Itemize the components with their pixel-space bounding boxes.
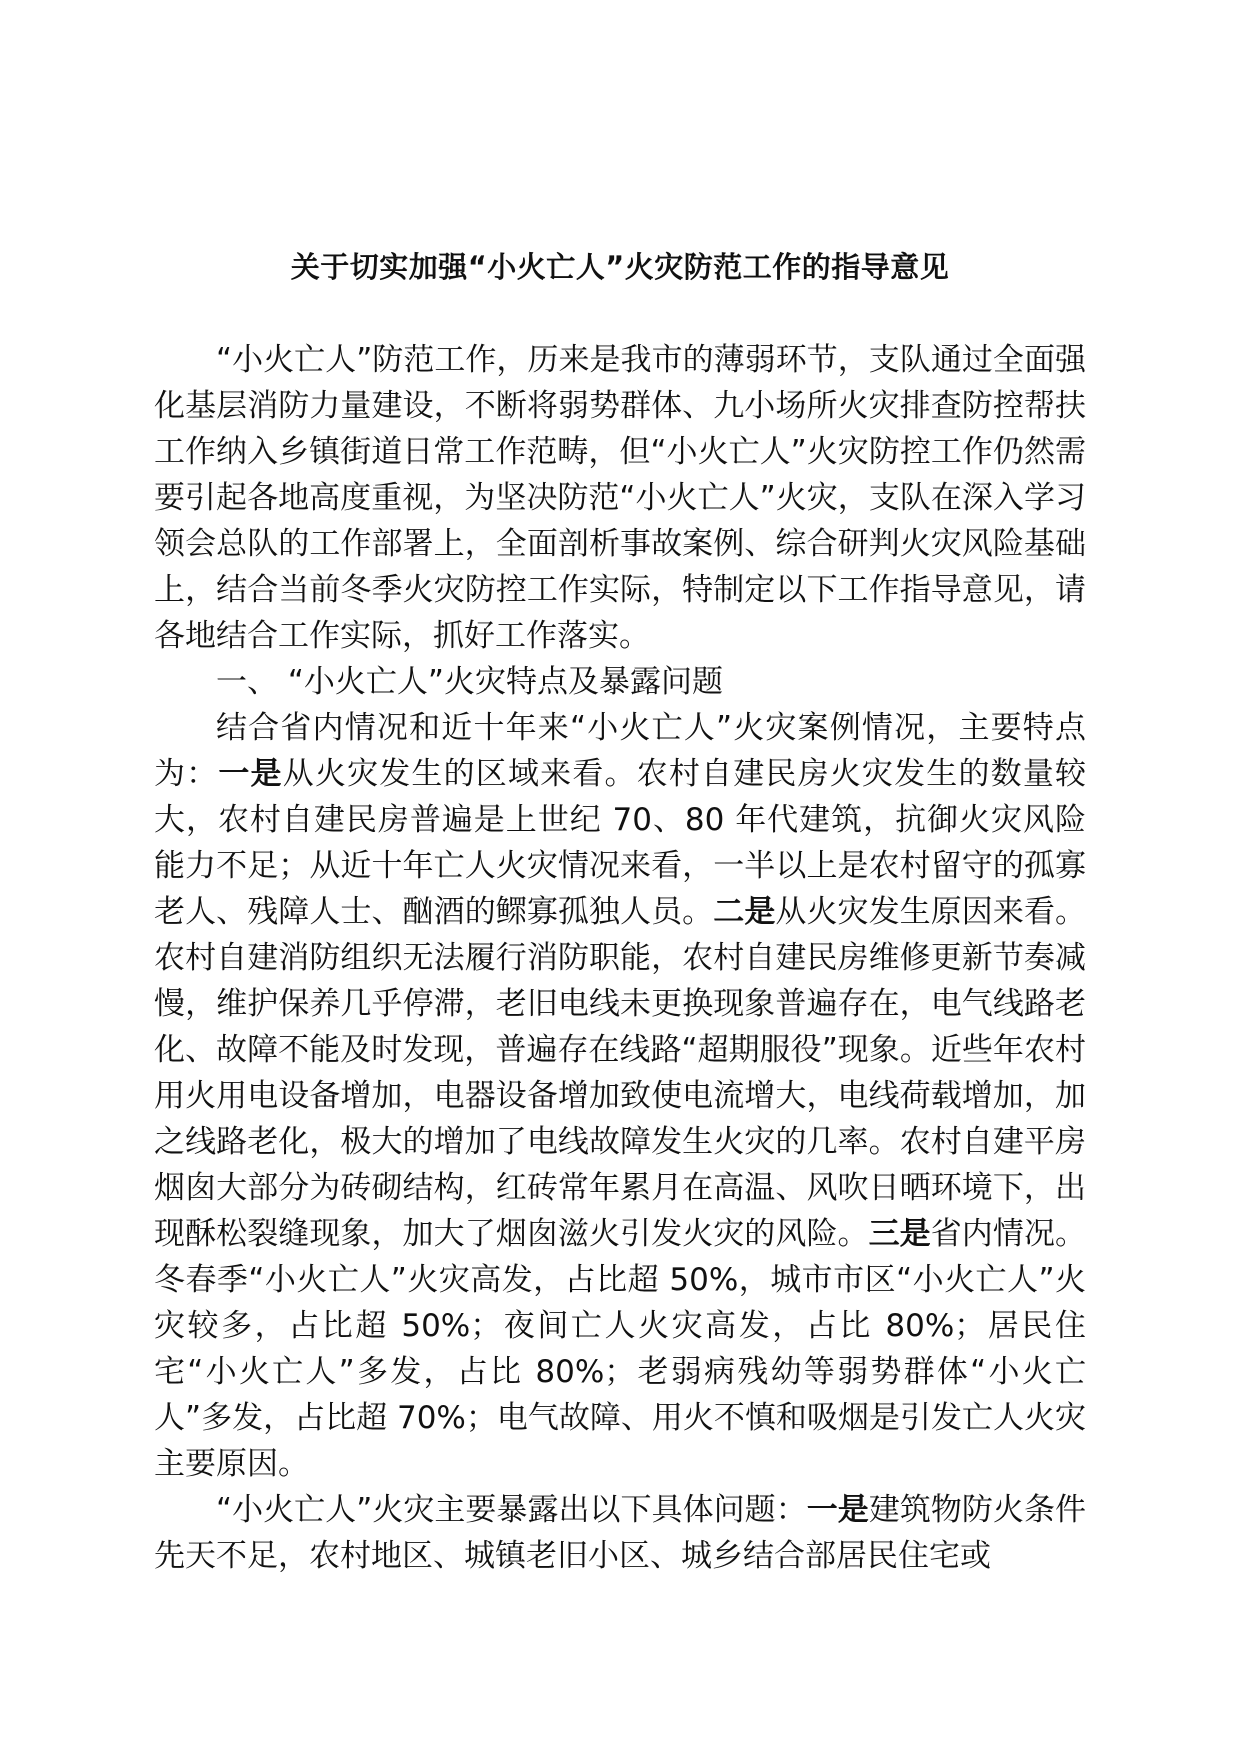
problem-one-label: 一是 xyxy=(806,1492,869,1528)
document-body xyxy=(154,337,1086,1579)
problems-paragraph xyxy=(154,1487,1086,1579)
features-paragraph xyxy=(154,705,1086,1487)
document-title: 关于切实加强“小火亡人”火灾防范工作的指导意见 xyxy=(290,250,950,284)
problem-one-text: 建筑物防火条件先天不足，农村地区、城镇老旧小区、城乡结合部居民住宅或 xyxy=(154,1492,1086,1574)
intro-paragraph: “小火亡人”防范工作，历来是我市的薄弱环节，支队通过全面强化基层消防力量建设，不断将弱势群体、九小场所火灾排查防控帮扶工作纳入乡镇街道日常工作范畴，但“小火亡人”火灾防控工作仍然需要引起各地高度重视，为坚决防范“小火亡人”火灾，支队在深入学习领会总队的工作部署上，全面剖析事故案例、综合研判火灾风险基础上，结合当前冬季火灾防控工作实际，特制定以下工作指导意见，请各地结合工作实际，抓好工作落实。 xyxy=(154,342,1086,654)
point-one-label: 一是 xyxy=(218,756,283,792)
point-one-text: 从火灾发生的区域来看。农村自建民房火灾发生的数量较大，农村自建民房普遍是上世纪 70、80 年代建筑，抗御火灾风险能力不足；从近十年亡人火灾情况来看，一半以上是农村留守的孤寡老人、残障人士、酗酒的鳏寡孤独人员。 xyxy=(154,756,1087,930)
point-two-label: 二是 xyxy=(713,894,776,930)
features-lead: 结合省内情况和近十年来“小火亡人”火灾案例情况，主要特点为： xyxy=(154,710,1086,792)
point-three-text: 省内情况。冬春季“小火亡人”火灾高发，占比超 50%，城市市区“小火亡人”火灾较多，占比超 50%；夜间亡人火灾高发，占比 80%；居民住宅“小火亡人”多发，占比 80%；老弱病残幼等弱势群体“小火亡人”多发，占比超 70%；电气故障、用火不慎和吸烟是引发亡人火灾主要原因。 xyxy=(154,1216,1087,1482)
point-two-text: 从火灾发生原因来看。农村自建消防组织无法履行消防职能，农村自建民房维修更新节奏减慢，维护保养几乎停滞，老旧电线未更换现象普遍存在，电气线路老化、故障不能及时发现，普遍存在线路“超期服役”现象。近些年农村用火用电设备增加，电器设备增加致使电流增大，电线荷载增加，加之线路老化，极大的增加了电线故障发生火灾的几率。农村自建平房烟囱大部分为砖砌结构，红砖常年累月在高温、风吹日晒环境下，出现酥松裂缝现象，加大了烟囱滋火引发火灾的风险。 xyxy=(154,894,1087,1252)
section-heading: 一、 “小火亡人”火灾特点及暴露问题 xyxy=(216,664,723,700)
point-three-label: 三是 xyxy=(868,1216,931,1252)
problems-lead: “小火亡人”火灾主要暴露出以下具体问题： xyxy=(216,1492,807,1528)
